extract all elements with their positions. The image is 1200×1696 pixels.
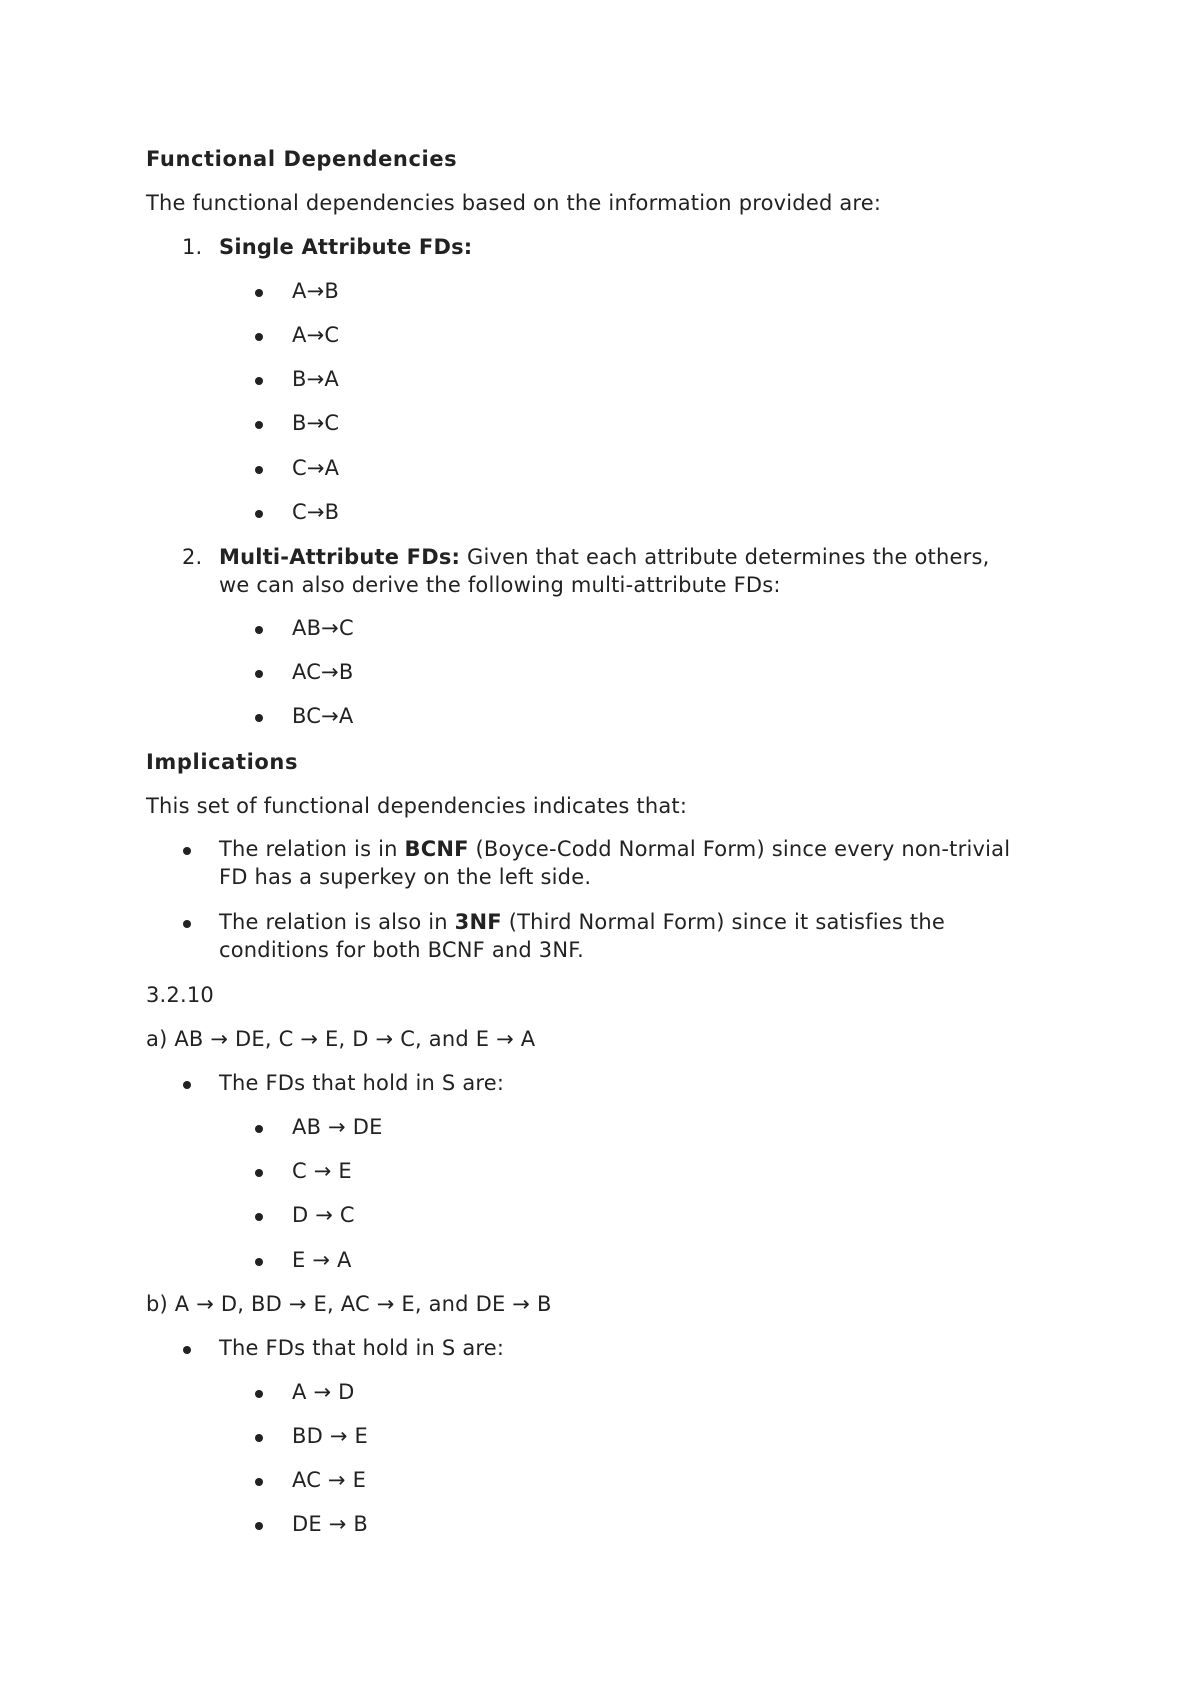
fd-item: A → D (292, 1380, 355, 1404)
bullet-dot (183, 847, 191, 855)
bullet-dot (255, 1522, 263, 1530)
fd-item: AB→C (292, 616, 354, 640)
implications-intro: This set of functional dependencies indicates that: (146, 794, 688, 818)
fd-item: BD → E (292, 1424, 368, 1448)
bullet-dot (255, 1390, 263, 1398)
bullet-dot (255, 1125, 263, 1133)
text-span: (Third Normal Form) since it satisfies the (501, 910, 945, 934)
bullet-dot (183, 920, 191, 928)
bullet-dot (255, 289, 263, 297)
part-a-bullet: The FDs that hold in S are: (219, 1071, 505, 1095)
multi-attribute-text-line2: we can also derive the following multi-attribute FDs: (219, 573, 781, 597)
bullet-dot (255, 670, 263, 678)
multi-attribute-text: Given that each attribute determines the others, (460, 545, 990, 569)
list-number-2: 2. (182, 545, 203, 569)
implication-3nf-line2: conditions for both BCNF and 3NF. (219, 938, 585, 962)
bullet-dot (255, 1258, 263, 1266)
part-b-bullet: The FDs that hold in S are: (219, 1336, 505, 1360)
fd-item: C→A (292, 456, 340, 480)
exercise-number: 3.2.10 (146, 983, 214, 1007)
part-a-statement: a) AB → DE, C → E, D → C, and E → A (146, 1027, 536, 1051)
text-span: (Boyce-Codd Normal Form) since every non-trivial (468, 837, 1011, 861)
fd-item: A→B (292, 279, 339, 303)
heading-implications: Implications (146, 750, 299, 774)
bullet-dot (255, 510, 263, 518)
bullet-dot (183, 1346, 191, 1354)
text-span: The relation is in (219, 837, 405, 861)
bullet-dot (255, 1478, 263, 1486)
intro-text: The functional dependencies based on the information provided are: (146, 191, 882, 215)
fd-item: C → E (292, 1159, 352, 1183)
fd-item: AB → DE (292, 1115, 383, 1139)
text-span: The relation is also in (219, 910, 455, 934)
fd-item: B→A (292, 367, 339, 391)
list-number-1: 1. (182, 235, 203, 259)
multi-attribute-paragraph (219, 543, 989, 571)
fd-item: AC → E (292, 1468, 367, 1492)
bullet-dot (255, 333, 263, 341)
bullet-dot (255, 1434, 263, 1442)
fd-item: DE → B (292, 1512, 368, 1536)
single-attribute-title: Single Attribute FDs: (219, 235, 473, 259)
fd-item: A→C (292, 323, 340, 347)
part-b-statement: b) A → D, BD → E, AC → E, and DE → B (146, 1292, 552, 1316)
bullet-dot (255, 421, 263, 429)
fd-item: E → A (292, 1248, 352, 1272)
3nf-bold: 3NF (454, 910, 502, 934)
bcnf-bold: BCNF (404, 837, 469, 861)
fd-item: D → C (292, 1203, 355, 1227)
fd-item: BC→A (292, 704, 354, 728)
fd-item: C→B (292, 500, 340, 524)
bullet-dot (255, 626, 263, 634)
bullet-dot (255, 466, 263, 474)
bullet-dot (255, 1169, 263, 1177)
implication-3nf (219, 908, 945, 936)
bullet-dot (183, 1081, 191, 1089)
fd-item: AC→B (292, 660, 354, 684)
bullet-dot (255, 714, 263, 722)
fd-item: B→C (292, 411, 340, 435)
implication-bcnf (219, 835, 1010, 863)
bullet-dot (255, 377, 263, 385)
multi-attribute-title: Multi-Attribute FDs: (219, 545, 461, 569)
heading-functional-dependencies: Functional Dependencies (146, 147, 458, 171)
implication-bcnf-line2: FD has a superkey on the left side. (219, 865, 592, 889)
bullet-dot (255, 1213, 263, 1221)
